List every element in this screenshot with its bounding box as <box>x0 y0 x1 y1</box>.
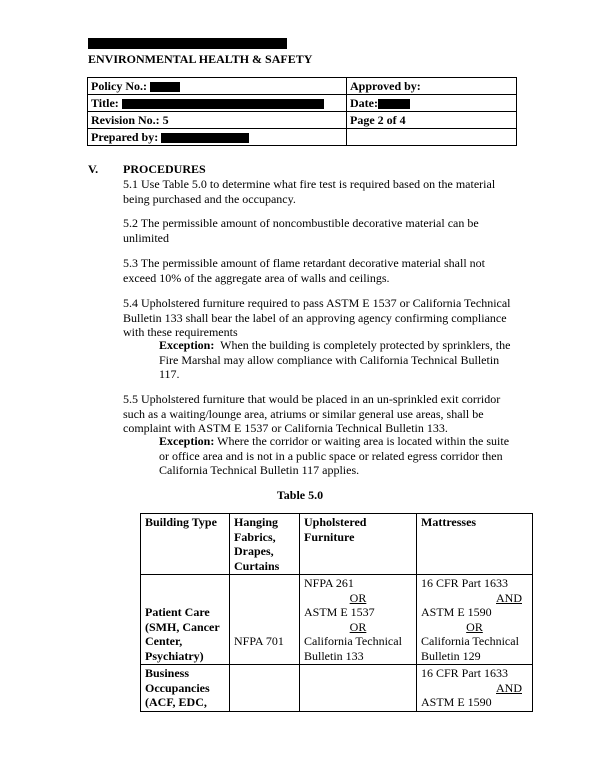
approved-by-label: Approved by: <box>350 79 421 93</box>
revision-label: Revision No.: 5 <box>91 113 169 128</box>
redacted-title <box>122 99 324 109</box>
table-header-cell: Mattresses <box>417 514 533 575</box>
page-cell <box>347 112 517 129</box>
table-header-cell: Building Type <box>141 514 230 575</box>
standard-line: ASTM E 1537 <box>304 605 375 619</box>
title-cell <box>88 95 347 112</box>
table-cell <box>300 665 417 712</box>
table-header-row <box>141 514 533 575</box>
procedure-5-4-exception <box>159 338 519 382</box>
policy-no-cell <box>88 78 347 95</box>
standard-line: California Technical Bulletin 129 <box>421 634 519 663</box>
table-row <box>141 575 533 665</box>
procedure-5-4: 5.4 Upholstered furniture required to pass ASTM E 1537 or California Technical Bulletin 133 shall bear the label of an approving agency confirming compliance with these requirements <box>123 296 511 339</box>
procedure-5-5-exception <box>159 434 519 478</box>
procedure-5-2: 5.2 The permissible amount of noncombustible decorative material can be unlimited <box>123 216 479 245</box>
standard-line: ASTM E 1590 <box>421 695 492 709</box>
approved-by-cell <box>347 78 517 95</box>
table-cell <box>300 575 417 665</box>
prepared-by-cell <box>88 129 347 146</box>
date-cell <box>347 95 517 112</box>
table-row <box>141 665 533 712</box>
table-caption: Table 5.0 <box>276 488 324 502</box>
standard-line: 16 CFR Part 1633 <box>421 576 509 590</box>
procedure-5-3: 5.3 The permissible amount of flame retardant decorative material shall not exceed 10% of the aggregate area of walls and ceilings. <box>123 256 485 285</box>
section-numeral: V. <box>88 162 99 176</box>
standard-line: 16 CFR Part 1633 <box>421 666 509 680</box>
date-label: Date: <box>350 96 378 111</box>
section-heading: PROCEDURES <box>123 162 206 176</box>
connector-and: AND <box>496 680 522 695</box>
connector-or: OR <box>349 590 367 605</box>
procedure-5-5: 5.5 Upholstered furniture that would be placed in an un-sprinkled exit corridor such as a waiting/lounge area, atriums or similar general use areas, shall be complaint with ASTM E 1537 or California Technical Bulletin 133. <box>123 392 501 435</box>
building-type: Patient Care (SMH, Cancer Center, Psychiatry) <box>145 605 220 663</box>
connector-and: AND <box>496 590 522 605</box>
standard-line: NFPA 261 <box>304 576 354 590</box>
redacted-date <box>378 99 410 109</box>
standard-line: ASTM E 1590 <box>421 605 492 619</box>
department-title: ENVIRONMENTAL HEALTH & SAFETY <box>88 52 313 66</box>
table-cell <box>230 665 300 712</box>
exception-label: Exception: <box>159 434 215 448</box>
connector-or: OR <box>349 619 367 634</box>
redacted-policy-no <box>150 82 180 92</box>
revision-cell <box>88 112 347 129</box>
table-header-cell: Upholstered Furniture <box>300 514 417 575</box>
table-cell <box>417 665 533 712</box>
title-label: Title: <box>91 96 119 111</box>
table-header-cell: Hanging Fabrics, Drapes, Curtains <box>230 514 300 575</box>
empty-cell <box>347 129 517 146</box>
table-cell <box>417 575 533 665</box>
redacted-header-bar <box>88 38 287 49</box>
table-cell <box>230 575 300 665</box>
exception-text: When the building is completely protected by sprinklers, the Fire Marshal may allow compliance with California Technical Bulletin 117. <box>159 338 511 381</box>
exception-label: Exception: <box>159 338 215 352</box>
table-cell: Business Occupancies (ACF, EDC, <box>141 665 230 712</box>
exception-text: Where the corridor or waiting area is located within the suite or office area and is not in a public space or related egress corridor then California Technical Bulletin 117 applies. <box>159 434 510 477</box>
fabrics-standard: NFPA 701 <box>234 634 284 648</box>
standard-line: California Technical Bulletin 133 <box>304 634 402 663</box>
prepared-by-label: Prepared by: <box>91 130 159 145</box>
policy-no-label: Policy No.: <box>91 79 147 93</box>
fire-test-table <box>140 513 533 712</box>
procedure-5-1: 5.1 Use Table 5.0 to determine what fire test is required based on the material being purchased and the occupancy. <box>123 177 496 206</box>
table-cell <box>141 575 230 665</box>
page-label: Page 2 of 4 <box>350 113 406 128</box>
redacted-prepared-by <box>161 133 249 143</box>
policy-header-table <box>87 77 517 146</box>
connector-or: OR <box>466 619 483 634</box>
